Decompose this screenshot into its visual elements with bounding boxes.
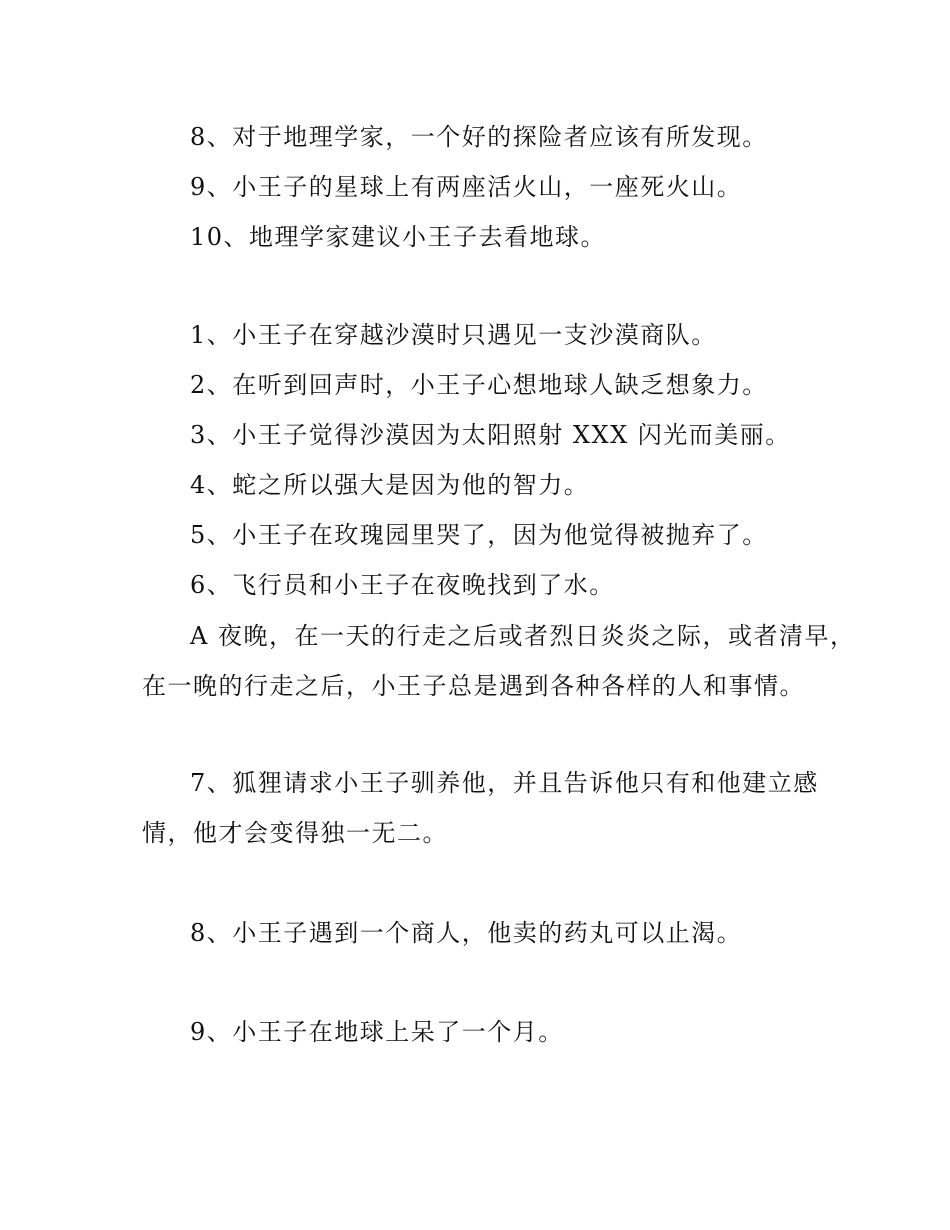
statement-8-merchant: 8、小王子遇到一个商人，他卖的药丸可以止渴。 bbox=[190, 919, 743, 947]
statement-2-echo: 2、在听到回声时，小王子心想地球人缺乏想象力。 bbox=[190, 371, 768, 399]
statement-6-found-water: 6、飞行员和小王子在夜晚找到了水。 bbox=[190, 571, 615, 599]
statement-1-caravan: 1、小王子在穿越沙漠时只遇见一支沙漠商队。 bbox=[190, 321, 717, 349]
statement-7-fox-line-1: 7、狐狸请求小王子驯养他，并且告诉他只有和他建立感 bbox=[190, 769, 819, 797]
statement-9-volcanoes: 9、小王子的星球上有两座活火山，一座死火山。 bbox=[190, 173, 743, 201]
statement-9-one-month: 9、小王子在地球上呆了一个月。 bbox=[190, 1018, 564, 1046]
statement-4-snake: 4、蛇之所以强大是因为他的智力。 bbox=[190, 471, 590, 499]
statement-10-visit-earth: 10、地理学家建议小王子去看地球。 bbox=[190, 223, 607, 251]
statement-7-fox-line-2: 情，他才会变得独一无二。 bbox=[142, 819, 448, 847]
answer-a-line-1: A 夜晚，在一天的行走之后或者烈日炎炎之际，或者清早， bbox=[190, 622, 856, 650]
statement-3-desert-beauty: 3、小王子觉得沙漠因为太阳照射 XXX 闪光而美丽。 bbox=[190, 421, 791, 449]
answer-a-line-2: 在一晚的行走之后，小王子总是遇到各种各样的人和事情。 bbox=[142, 672, 805, 700]
statement-8-geographer: 8、对于地理学家，一个好的探险者应该有所发现。 bbox=[190, 123, 768, 151]
statement-5-rose-garden: 5、小王子在玫瑰园里哭了，因为他觉得被抛弃了。 bbox=[190, 521, 768, 549]
